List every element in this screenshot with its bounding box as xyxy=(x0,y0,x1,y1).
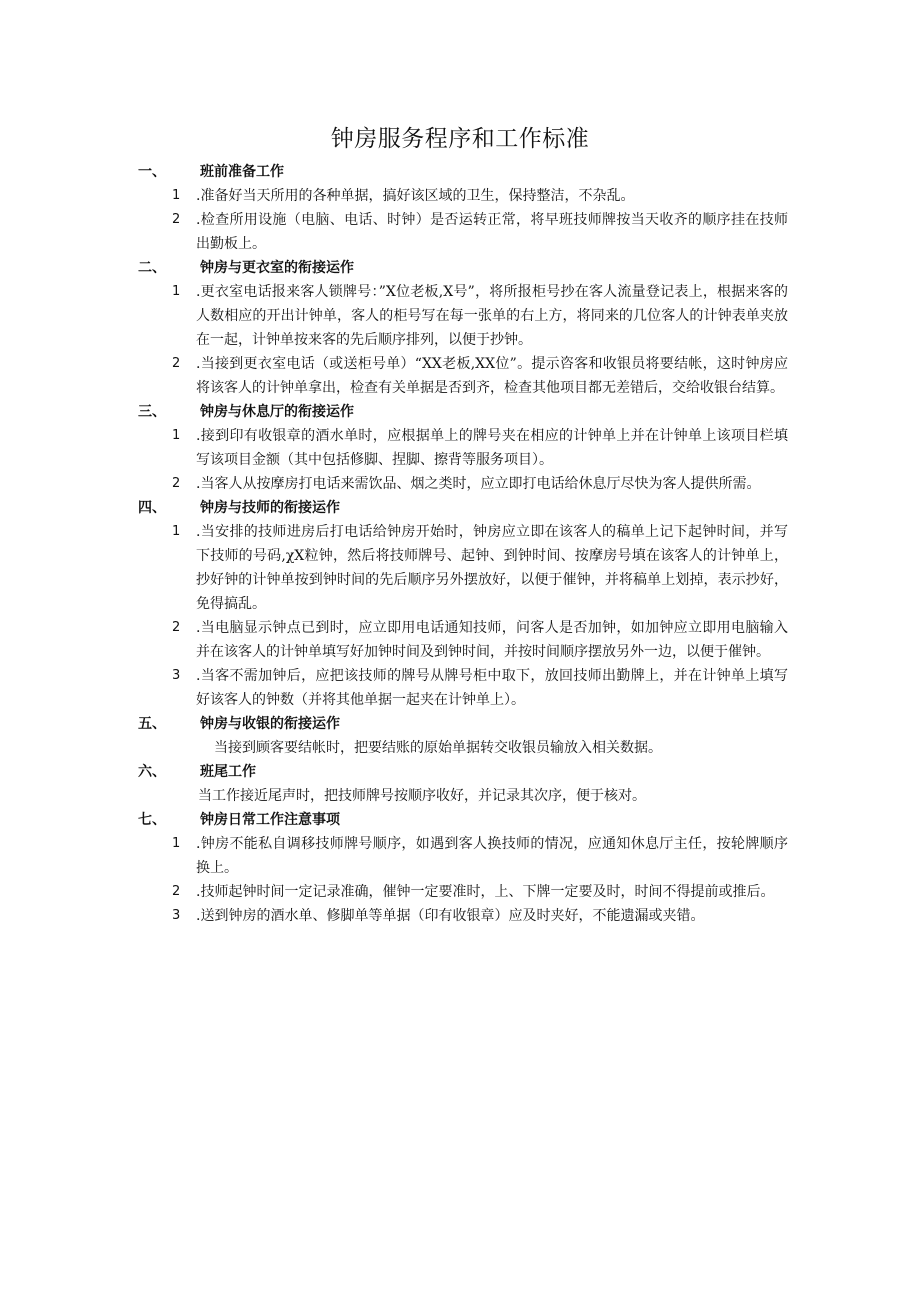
section-6 xyxy=(138,760,788,808)
list-item xyxy=(138,424,788,472)
item-number: 2 xyxy=(172,476,181,491)
section-heading xyxy=(138,712,788,736)
section-title: 班尾工作 xyxy=(200,764,256,780)
item-number: 1 xyxy=(172,284,181,299)
item-text: .当客人从按摩房打电话来需饮品、烟之类时，应立即打电话给休息厅尽快为客人提供所需。 xyxy=(196,476,761,492)
list-item xyxy=(138,472,788,496)
list-item xyxy=(138,904,788,928)
item-number: 2 xyxy=(172,212,181,227)
item-number: 3 xyxy=(172,668,181,683)
item-number: 1 xyxy=(172,188,181,203)
list-item xyxy=(138,616,788,664)
section-heading xyxy=(138,808,788,832)
list-item xyxy=(138,352,788,400)
section-heading xyxy=(138,256,788,280)
list-item xyxy=(138,208,788,256)
section-title: 钟房与休息厅的衔接运作 xyxy=(200,404,354,420)
section-3 xyxy=(138,400,788,496)
section-paragraph: 当接到顾客要结帐时，把要结账的原始单据转交收银员输放入相关数据。 xyxy=(214,740,662,756)
document-title: 钟房服务程序和工作标准 xyxy=(330,126,590,152)
section-4 xyxy=(138,496,788,712)
list-item xyxy=(138,280,788,352)
item-number: 1 xyxy=(172,836,181,851)
item-number: 2 xyxy=(172,884,181,899)
section-number: 一、 xyxy=(138,164,166,180)
list-item xyxy=(138,520,788,616)
section-heading xyxy=(138,160,788,184)
section-title: 钟房日常工作注意事项 xyxy=(200,812,340,828)
section-2 xyxy=(138,256,788,400)
section-paragraph: 当工作接近尾声时，把技师牌号按顺序收好，并记录其次序，便于核对。 xyxy=(198,788,646,804)
item-text: .准备好当天所用的各种单据，搞好该区域的卫生，保持整洁，不杂乱。 xyxy=(196,188,635,204)
document-body xyxy=(138,160,788,928)
item-number: 2 xyxy=(172,620,181,635)
section-5 xyxy=(138,712,788,760)
list-item xyxy=(138,880,788,904)
section-1 xyxy=(138,160,788,256)
section-title: 钟房与更衣室的衔接运作 xyxy=(200,260,354,276)
list-item xyxy=(138,664,788,712)
item-number: 1 xyxy=(172,428,181,443)
section-heading xyxy=(138,496,788,520)
item-text: .当接到更衣室电话（或送柜号单）“XX老板,XX位”。提示咨客和收银员将要结帐，这时钟房应将该客人的计钟单拿出，检查有关单据是否到齐，检查其他项目都无差错后，交给收银台结算。 xyxy=(196,356,788,396)
item-number: 2 xyxy=(172,356,181,371)
section-heading xyxy=(138,760,788,784)
section-number: 七、 xyxy=(138,812,166,828)
section-title: 班前准备工作 xyxy=(200,164,284,180)
item-text: .钟房不能私自调移技师牌号顺序，如遇到客人换技师的情况，应通知休息厅主任，按轮牌顺序换上。 xyxy=(196,836,788,876)
item-number: 3 xyxy=(172,908,181,923)
section-title: 钟房与技师的衔接运作 xyxy=(200,500,340,516)
section-heading xyxy=(138,400,788,424)
section-number: 四、 xyxy=(138,500,166,516)
section-number: 六、 xyxy=(138,764,166,780)
item-text: .接到印有收银章的酒水单时，应根据单上的牌号夹在相应的计钟单上并在计钟单上该项目栏填写该项目金额（其中包括修脚、捏脚、擦背等服务项目）。 xyxy=(196,428,788,468)
item-text: .当电脑显示钟点已到时，应立即用电话通知技师，问客人是否加钟，如加钟应立即用电脑输入并在该客人的计钟单填写好加钟时间及到钟时间，并按时间顺序摆放另外一边，以便于催钟。 xyxy=(196,620,788,660)
section-7 xyxy=(138,808,788,928)
list-item xyxy=(138,832,788,880)
section-title: 钟房与收银的衔接运作 xyxy=(200,716,340,732)
list-item xyxy=(138,184,788,208)
section-number: 二、 xyxy=(138,260,166,276)
item-text: .当安排的技师进房后打电话给钟房开始时，钟房应立即在该客人的稿单上记下起钟时间，并写下技师的号码,χX粒钟，然后将技师牌号、起钟、到钟时间、按摩房号填在该客人的计钟单上，抄好钟的计钟单按到钟时间的先后顺序另外摆放好，以便于催钟，并将稿单上划掉，表示抄好，免得搞乱。 xyxy=(196,524,788,612)
item-text: .检查所用设施（电脑、电话、时钟）是否运转正常，将早班技师牌按当天收齐的顺序挂在技师出勤板上。 xyxy=(196,212,788,252)
item-number: 1 xyxy=(172,524,181,539)
section-number: 五、 xyxy=(138,716,166,732)
item-text: .技师起钟时间一定记录准确，催钟一定要准时，上、下牌一定要及时，时间不得提前或推后。 xyxy=(196,884,775,900)
item-text: .当客不需加钟后，应把该技师的牌号从牌号柜中取下，放回技师出勤牌上，并在计钟单上填写好该客人的钟数（并将其他单据一起夹在计钟单上）。 xyxy=(196,668,788,708)
section-number: 三、 xyxy=(138,404,166,420)
item-text: .送到钟房的酒水单、修脚单等单据（印有收银章）应及时夹好，不能遗漏或夹错。 xyxy=(196,908,705,924)
item-text: .更衣室电话报来客人锁牌号：”X位老板,X号”，将所报柜号抄在客人流量登记表上，根据来客的人数相应的开出计钟单，客人的柜号写在每一张单的右上方，将同来的几位客人的计钟表单夹放在一起，计钟单按来客的先后顺序排列，以便于抄钟。 xyxy=(196,284,788,348)
